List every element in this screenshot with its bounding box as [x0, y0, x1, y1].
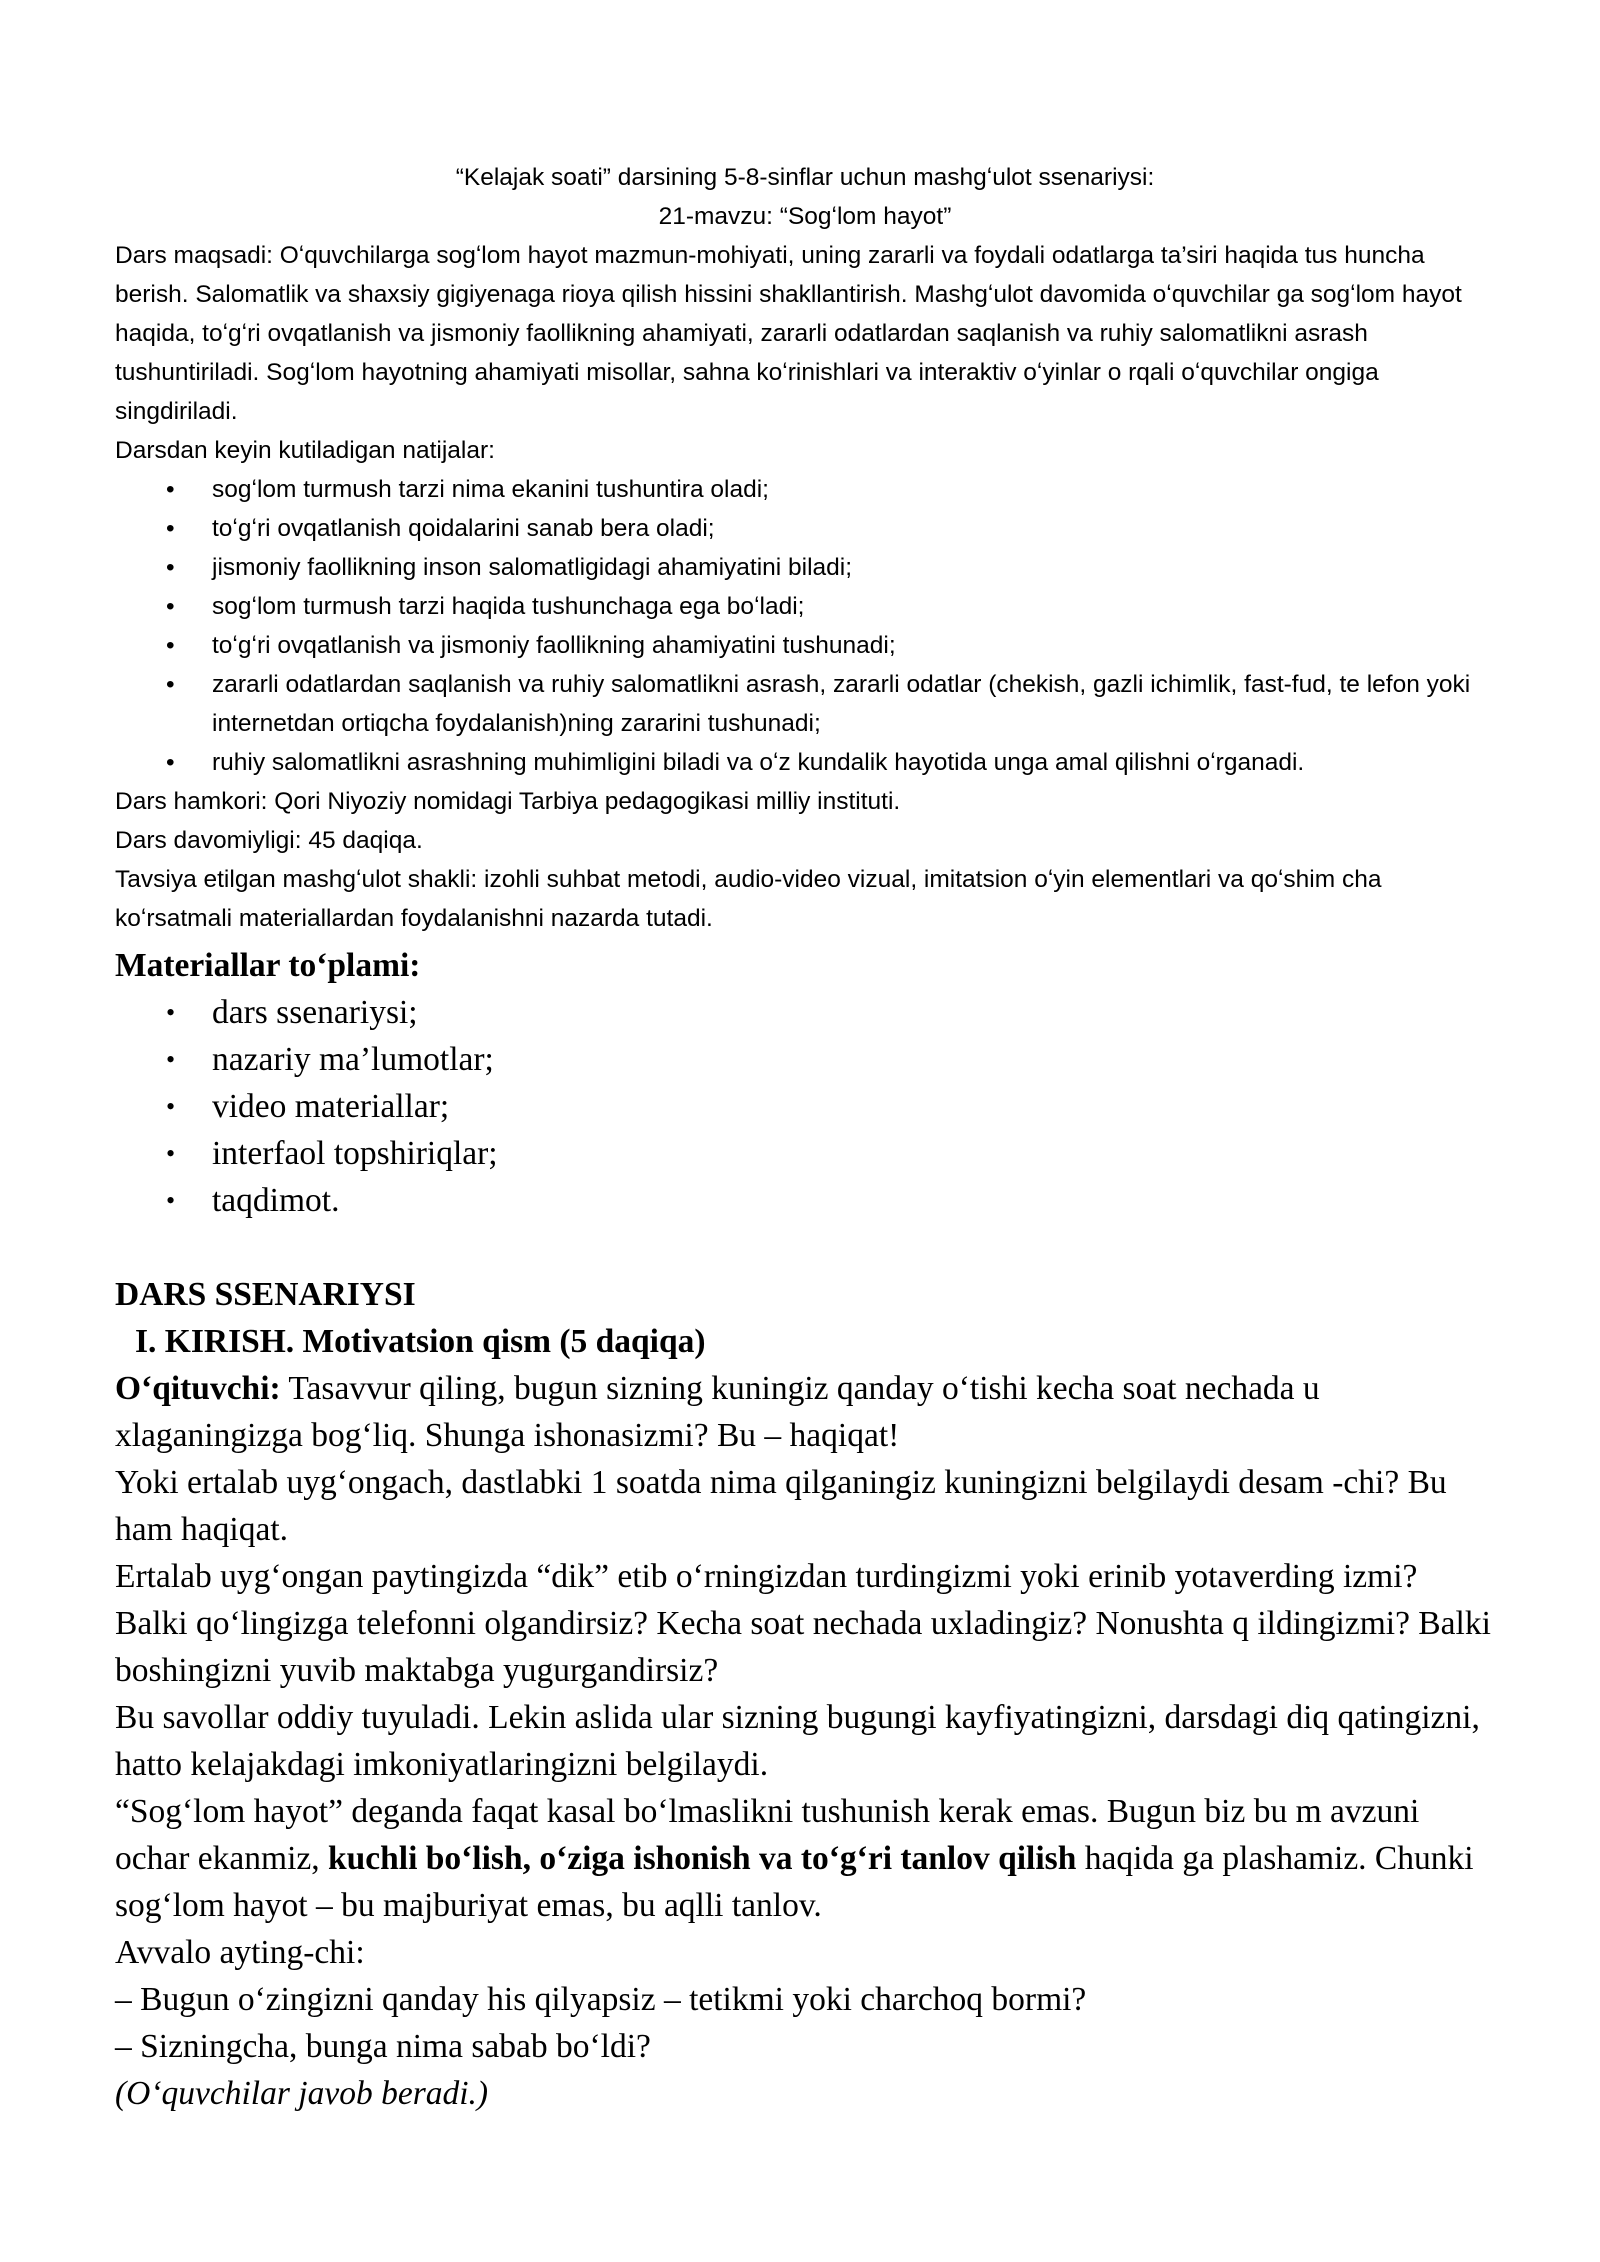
list-item: • toʻgʻri ovqatlanish qoidalarini sanab bera oladi;: [115, 509, 1495, 548]
lesson-form: Tavsiya etilgan mashgʻulot shakli: izohli suhbat metodi, audio-video vizual, imitatsion oʻyin elementlari va qoʻshim cha koʻrsatmali materiallardan foydalanishni nazarda tutadi.: [115, 866, 1382, 932]
bold-phrase: kuchli boʻlish, oʻziga ishonish va toʻgʻri tanlov qilish: [328, 1840, 1077, 1877]
question: – Sizningcha, bunga nima sabab boʻldi?: [115, 2028, 651, 2065]
materials-heading: Materiallar toʻplami:: [115, 947, 421, 984]
title-line-2: 21-mavzu: “Sogʻlom hayot”: [658, 203, 952, 230]
section-heading: I. KIRISH. Motivatsion qism (5 daqiqa): [135, 1323, 706, 1360]
list-item: • zararli odatlardan saqlanish va ruhiy salomatlikni asrash, zararli odatlar (chekish, gazli ichimlik, fast-fud, te lefon yoki internetdan ortiqcha foydalanish)ning zararini tushunadi;: [115, 665, 1495, 743]
list-item: • taqdimot.: [115, 1177, 1495, 1224]
scenario-heading: DARS SSENARIYSI: [115, 1276, 416, 1313]
paragraph: [115, 1788, 1495, 1929]
paragraph: Avvalo ayting-chi:: [115, 1934, 365, 1971]
list-item: • sogʻlom turmush tarzi haqida tushunchaga ega boʻladi;: [115, 587, 1495, 626]
results-heading: Darsdan keyin kutiladigan natijalar:: [115, 437, 495, 464]
paragraph: Yoki ertalab uygʻongach, dastlabki 1 soatda nima qilganingiz kuningizni belgilaydi desam -chi? Bu ham haqiqat.: [115, 1464, 1447, 1548]
list-item: • video materiallar;: [115, 1083, 1495, 1130]
paragraph: Bu savollar oddiy tuyuladi. Lekin aslida ular sizning bugungi kayfiyatingizni, darsdagi diq qatingizni, hatto kelajakdagi imkoniyatlaringizni belgilaydi.: [115, 1699, 1480, 1783]
paragraph-text: “Sogʻlom hayot” deganda faqat kasal boʻlmaslikni tushunish kerak emas. Bugun biz bu m avzuni ochar ekanmiz,: [115, 1793, 1420, 1877]
list-item: • nazariy ma’lumotlar;: [115, 1036, 1495, 1083]
list-item: • toʻgʻri ovqatlanish va jismoniy faollikning ahamiyatini tushunadi;: [115, 626, 1495, 665]
lesson-duration: Dars davomiyligi: 45 daqiqa.: [115, 827, 423, 854]
list-item: • interfaol topshiriqlar;: [115, 1130, 1495, 1177]
paragraph-text: haqida ga plashamiz. Chunki sogʻlom hayot – bu majburiyat emas, bu aqlli tanlov.: [115, 1840, 1474, 1924]
teacher-paragraph: [115, 1365, 1495, 1459]
list-item: • dars ssenariysi;: [115, 989, 1495, 1036]
list-item: • sogʻlom turmush tarzi nima ekanini tushuntira oladi;: [115, 470, 1495, 509]
document-title: [115, 158, 1495, 236]
title-line-1: “Kelajak soati” darsining 5-8-sinflar uchun mashgʻulot ssenariysi:: [455, 164, 1155, 191]
list-item: • jismoniy faollikning inson salomatligidagi ahamiyatini biladi;: [115, 548, 1495, 587]
teacher-label: Oʻqituvchi:: [115, 1370, 281, 1407]
paragraph: Ertalab uygʻongan paytingizda “dik” etib oʻrningizdan turdingizmi yoki erinib yotaverding izmi? Balki qoʻlingizga telefonni olgandirsiz? Kecha soat nechada uxladingiz? Nonushta q ildingizmi? Balki boshingizni yuvib maktabga yugurgandirsiz?: [115, 1558, 1491, 1689]
materials-list: [115, 989, 1495, 1224]
lesson-partner: Dars hamkori: Qori Niyoziy nomidagi Tarbiya pedagogikasi milliy instituti.: [115, 788, 901, 815]
question: – Bugun oʻzingizni qanday his qilyapsiz – tetikmi yoki charchoq bormi?: [115, 1981, 1087, 2018]
document-page: [115, 158, 1495, 2117]
paragraph-text: Tasavvur qiling, bugun sizning kuningiz qanday oʻtishi kecha soat nechada u xlaganingizga bogʻliq. Shunga ishonasizmi? Bu – haqiqat!: [115, 1370, 1320, 1454]
list-item: • ruhiy salomatlikni asrashning muhimligini biladi va oʻz kundalik hayotida unga amal qilishni oʻrganadi.: [115, 743, 1495, 782]
results-list: [115, 470, 1495, 782]
stage-note: (Oʻquvchilar javob beradi.): [115, 2075, 489, 2112]
lesson-goal: Dars maqsadi: Oʻquvchilarga sogʻlom hayot mazmun-mohiyati, uning zararli va foydali odatlarga ta’siri haqida tus huncha berish. Salomatlik va shaxsiy gigiyenaga rioya qilish hissini shakllantirish. Mashgʻulot davomida oʻquvchilar ga sogʻlom hayot haqida, toʻgʻri ovqatlanish va jismoniy faollikning ahamiyati, zararli odatlardan saqlanish va ruhiy salomatlikni asrash tushuntiriladi. Sogʻlom hayotning ahamiyati misollar, sahna koʻrinishlari va interaktiv oʻyinlar o rqali oʻquvchilar ongiga singdiriladi.: [115, 242, 1462, 425]
